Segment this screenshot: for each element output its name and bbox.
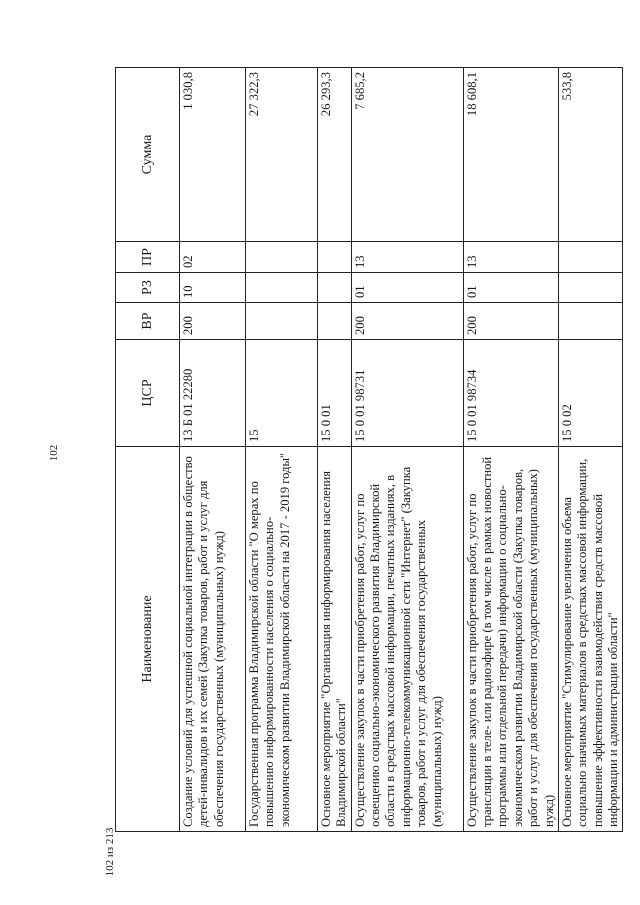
header-vr: ВР — [116, 303, 180, 340]
table-header-row — [116, 68, 180, 832]
table-row — [463, 68, 558, 832]
row-csr: 13 Б 01 22280 — [180, 340, 246, 447]
row-rz — [246, 273, 318, 303]
table-row — [351, 68, 463, 832]
row-sum: 26 293,3 — [318, 68, 352, 242]
row-name: Осуществление закупок в части приобретения работ, услуг по освещению социально-экономического развития Владимирской области в средствах массовой информации, печатных изданиях, в информационно-телекоммуникационной сети "Интернет" (Закупка товаров, работ и услуг для обеспечения государственных (муниципальных) нужд) — [351, 447, 463, 832]
row-vr — [318, 303, 352, 340]
row-csr: 15 0 01 98731 — [351, 340, 463, 447]
row-name: Государственная программа Владимирской области "О мерах по повышению информированности населения о социально-экономическом развитии Владимирской области на 2017 - 2019 годы" — [246, 447, 318, 832]
row-pr: 13 — [463, 242, 558, 273]
row-name: Создание условий для успешной социальной интеграции в общество детей-инвалидов и их семей (Закупка товаров, работ и услуг для обеспечения государственных (муниципальных) нужд) — [180, 447, 246, 832]
page-number: 102 — [48, 444, 60, 462]
rotated-table-container — [115, 68, 620, 832]
row-sum: 18 608,1 — [463, 68, 558, 242]
table-frame — [115, 68, 620, 832]
row-vr: 200 — [180, 303, 246, 340]
row-pr: 02 — [180, 242, 246, 273]
row-csr: 15 0 01 — [318, 340, 352, 447]
row-rz: 01 — [463, 273, 558, 303]
row-vr: 200 — [463, 303, 558, 340]
table-row — [558, 68, 622, 832]
table-row — [246, 68, 318, 832]
header-rz: РЗ — [116, 273, 180, 303]
row-csr: 15 0 01 98734 — [463, 340, 558, 447]
row-rz: 01 — [351, 273, 463, 303]
row-pr — [558, 242, 622, 273]
row-vr — [558, 303, 622, 340]
table-row — [318, 68, 352, 832]
row-sum: 1 030,8 — [180, 68, 246, 242]
row-pr — [318, 242, 352, 273]
header-sum: Сумма — [116, 68, 180, 242]
row-vr: 200 — [351, 303, 463, 340]
row-rz — [318, 273, 352, 303]
row-sum: 27 322,3 — [246, 68, 318, 242]
row-sum: 533,8 — [558, 68, 622, 242]
table-row — [180, 68, 246, 832]
row-csr: 15 — [246, 340, 318, 447]
header-name: Наименование — [116, 447, 180, 832]
row-pr — [246, 242, 318, 273]
row-csr: 15 0 02 — [558, 340, 622, 447]
row-sum: 7 685,2 — [351, 68, 463, 242]
row-pr: 13 — [351, 242, 463, 273]
row-vr — [246, 303, 318, 340]
row-rz — [558, 273, 622, 303]
row-name: Основное мероприятие "Стимулирование увеличения объема социально значимых материалов в средствах массовой информации, повышение эффективности взаимодействия средств массовой информации и администрации области" — [558, 447, 622, 832]
row-name: Осуществление закупок в части приобретения работ, услуг по трансляции в теле- или радиоэфире (в том числе в рамках новостной программы или отдельной передачи) информации о социально-экономическом развитии Владимирской области (Закупка товаров, работ и услуг для обеспечения государственных (муниципальных) нужд) — [463, 447, 558, 832]
header-csr: ЦСР — [116, 340, 180, 447]
header-pr: ПР — [116, 242, 180, 273]
budget-table — [115, 67, 623, 832]
page-footer: 102 из 213 — [104, 827, 116, 877]
row-name: Основное мероприятие "Организация информирования населения Владимирской области" — [318, 447, 352, 832]
row-rz: 10 — [180, 273, 246, 303]
